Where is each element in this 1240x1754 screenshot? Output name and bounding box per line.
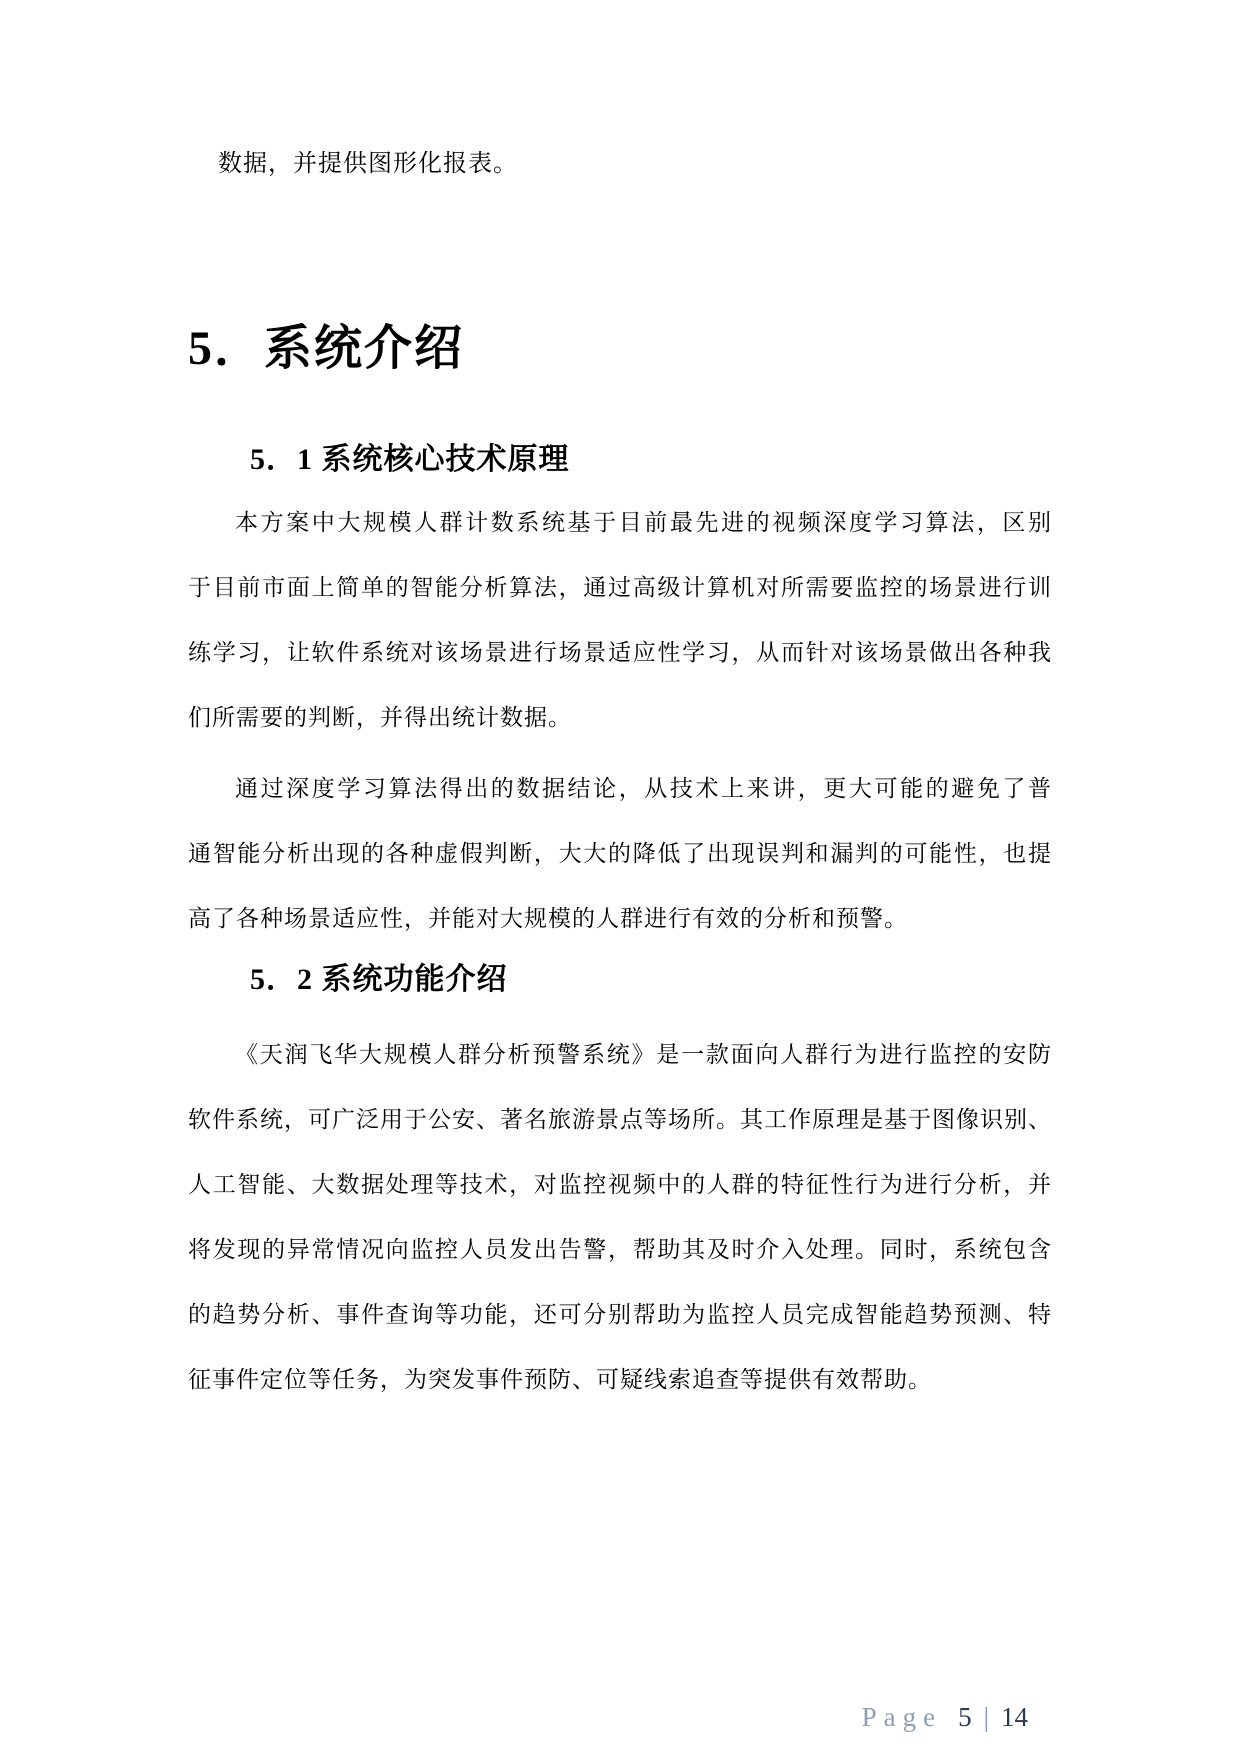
chapter-heading: 5．系统介绍: [188, 322, 465, 375]
body-line: 本方案中大规模人群计数系统基于目前最先进的视频深度学习算法，区别: [235, 509, 1052, 535]
footer-divider: |: [983, 1702, 989, 1732]
paragraph-3: [188, 1022, 1052, 1412]
body-line: 于目前市面上简单的智能分析算法，通过高级计算机对所需要监控的场景进行训: [188, 574, 1052, 600]
body-line: 征事件定位等任务，为突发事件预防、可疑线索追查等提供有效帮助。: [188, 1366, 932, 1392]
body-line: 将发现的异常情况向监控人员发出告警，帮助其及时介入处理。同时，系统包含: [188, 1236, 1052, 1262]
paragraph-continuation-line: 数据，并提供图形化报表。: [218, 150, 518, 177]
footer-total-pages: 14: [1001, 1702, 1028, 1732]
section-heading-5-2: 5．2 系统功能介绍: [250, 963, 508, 996]
paragraph-1: [188, 490, 1052, 750]
section-heading-5-1: 5．1 系统核心技术原理: [250, 443, 570, 476]
body-line: 人工智能、大数据处理等技术，对监控视频中的人群的特征性行为进行分析，并: [188, 1171, 1052, 1197]
body-line: 们所需要的判断，并得出统计数据。: [188, 704, 572, 730]
body-line: 高了各种场景适应性，并能对大规模的人群进行有效的分析和预警。: [188, 905, 908, 931]
page-footer: [862, 1700, 1028, 1734]
footer-page-number: 5: [958, 1702, 972, 1732]
body-line: 《天润飞华大规模人群分析预警系统》是一款面向人群行为进行监控的安防: [235, 1041, 1052, 1067]
paragraph-2: [188, 756, 1052, 951]
footer-page-label: Page: [861, 1702, 943, 1732]
body-line: 软件系统，可广泛用于公安、著名旅游景点等场所。其工作原理是基于图像识别、: [188, 1106, 1052, 1132]
body-line: 通过深度学习算法得出的数据结论，从技术上来讲，更大可能的避免了普: [235, 775, 1052, 801]
body-line: 通智能分析出现的各种虚假判断，大大的降低了出现误判和漏判的可能性，也提: [188, 840, 1052, 866]
body-line: 的趋势分析、事件查询等功能，还可分别帮助为监控人员完成智能趋势预测、特: [188, 1301, 1052, 1327]
body-line: 练学习，让软件系统对该场景进行场景适应性学习，从而针对该场景做出各种我: [188, 639, 1052, 665]
